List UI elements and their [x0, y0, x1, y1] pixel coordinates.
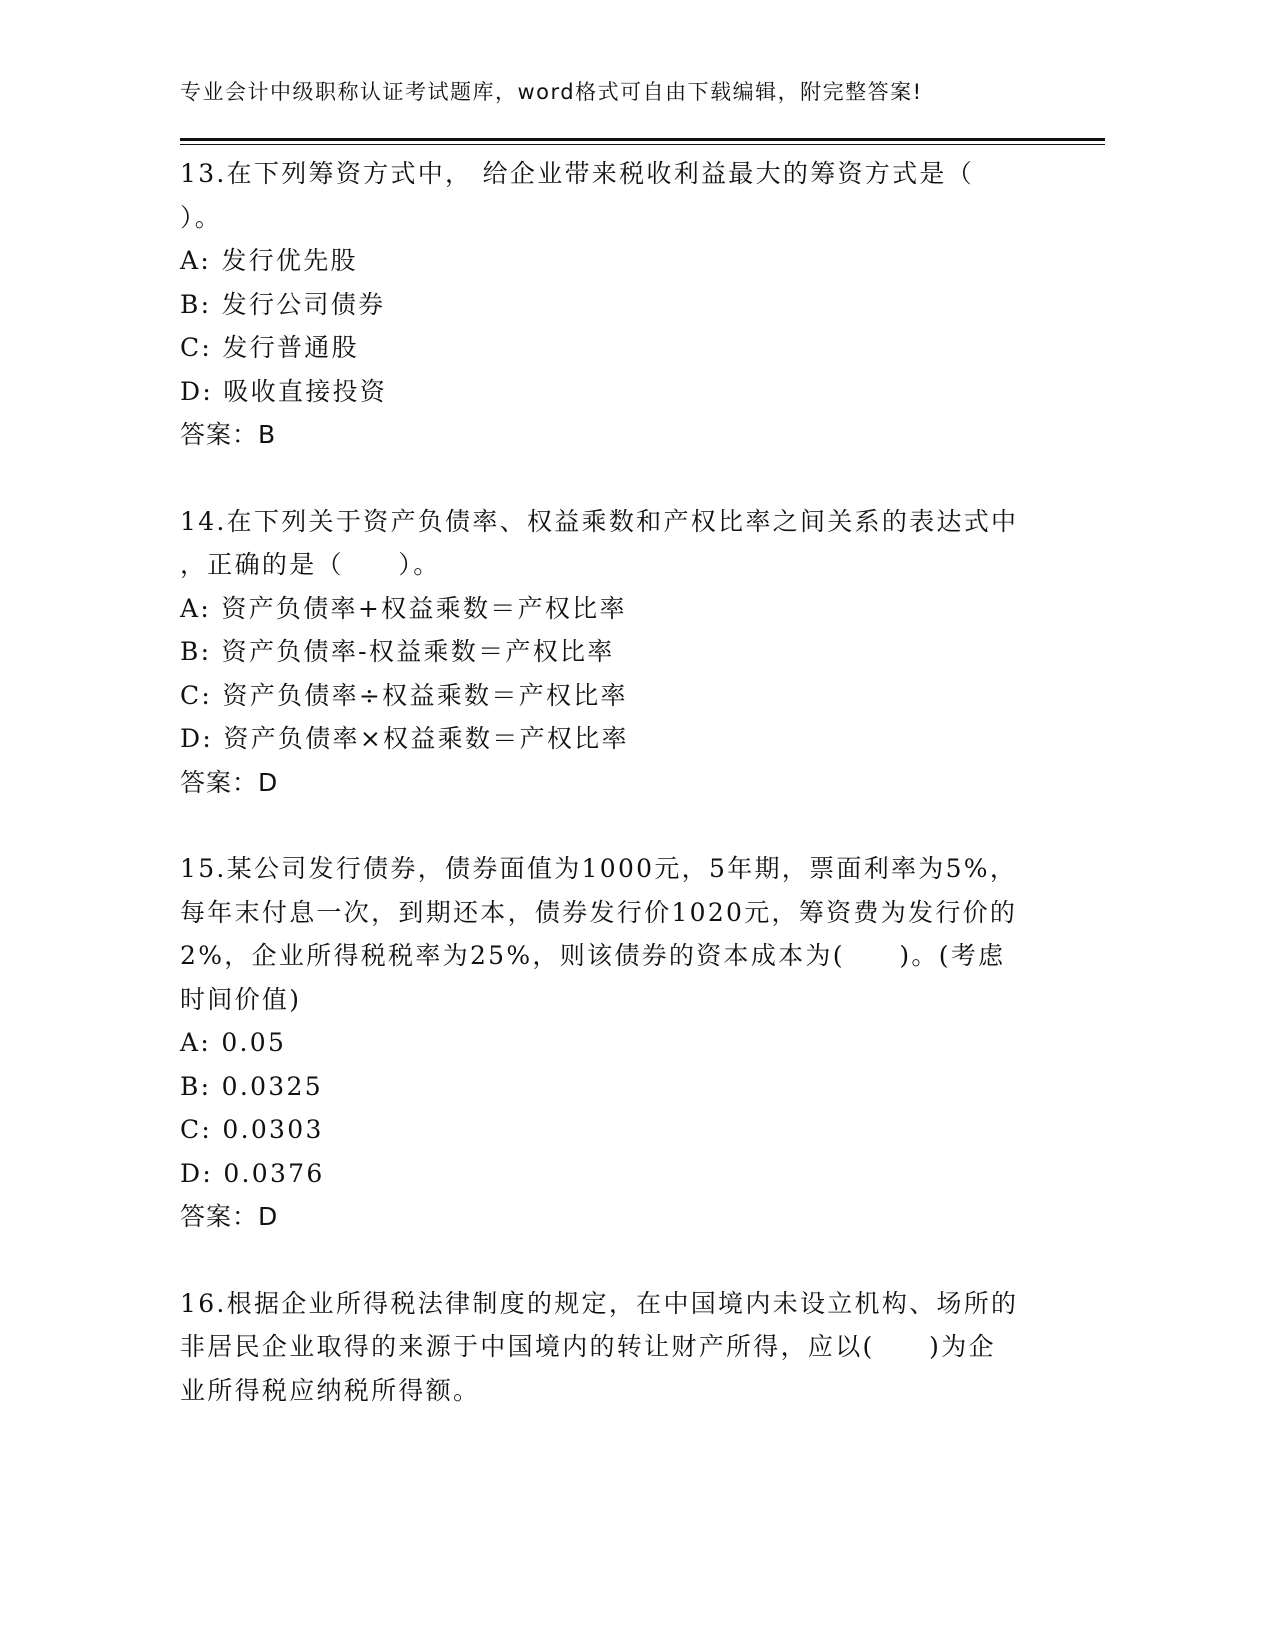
question-stem-line: 15.某公司发行债券，债券面值为1000元，5年期，票面利率为5%， — [180, 854, 1018, 883]
question-block — [180, 500, 1040, 805]
answer-option: B: 0.0325 — [180, 1071, 323, 1101]
answer-option: C: 0.0303 — [180, 1115, 324, 1144]
answer-key: 答案：B — [180, 420, 277, 449]
answer-option: C: 资产负债率÷权益乘数＝产权比率 — [180, 680, 628, 710]
question-list — [180, 152, 1040, 1455]
header-rule-thick — [180, 138, 1105, 141]
answer-option: D: 0.0376 — [180, 1158, 325, 1188]
question-block — [180, 152, 1040, 457]
question-stem-line: 2%，企业所得税税率为25%，则该债券的资本成本为( )。(考虑 — [180, 941, 1006, 970]
question-stem-line: 时间价值) — [180, 984, 302, 1014]
answer-option: B: 发行公司债券 — [180, 289, 386, 319]
question-stem-line: 14.在下列关于资产负债率、权益乘数和产权比率之间关系的表达式中 — [180, 506, 1019, 536]
answer-option: C: 发行普通股 — [180, 333, 359, 362]
question-stem-line: ，正确的是（ ）。 — [180, 550, 441, 579]
answer-option: D: 吸收直接投资 — [180, 376, 388, 406]
answer-option: B: 资产负债率-权益乘数＝产权比率 — [180, 637, 615, 666]
question-stem-line: 业所得税应纳税所得额。 — [180, 1375, 481, 1405]
question-stem-line: ）。 — [180, 202, 223, 232]
question-stem-line: 每年末付息一次，到期还本，债券发行价1020元，筹资费为发行价的 — [180, 897, 1018, 927]
question-stem-line: 非居民企业取得的来源于中国境内的转让财产所得，应以( )为企 — [180, 1332, 996, 1361]
answer-option: D: 资产负债率×权益乘数＝产权比率 — [180, 724, 629, 753]
answer-option: A: 0.05 — [180, 1028, 287, 1057]
answer-key: 答案：D — [180, 767, 279, 797]
question-block — [180, 1282, 1040, 1413]
page-header: 专业会计中级职称认证考试题库，word格式可自由下载编辑，附完整答案! — [180, 80, 923, 104]
question-block — [180, 847, 1040, 1239]
question-stem-line: 16.根据企业所得税法律制度的规定，在中国境内未设立机构、场所的 — [180, 1288, 1019, 1318]
header-rule-thin — [180, 144, 1105, 145]
answer-key: 答案：D — [180, 1202, 279, 1231]
answer-option: A: 资产负债率+权益乘数＝产权比率 — [180, 593, 627, 623]
answer-option: A: 发行优先股 — [180, 246, 358, 275]
question-stem-line: 13.在下列筹资方式中， 给企业带来税收利益最大的筹资方式是（ — [180, 159, 975, 188]
